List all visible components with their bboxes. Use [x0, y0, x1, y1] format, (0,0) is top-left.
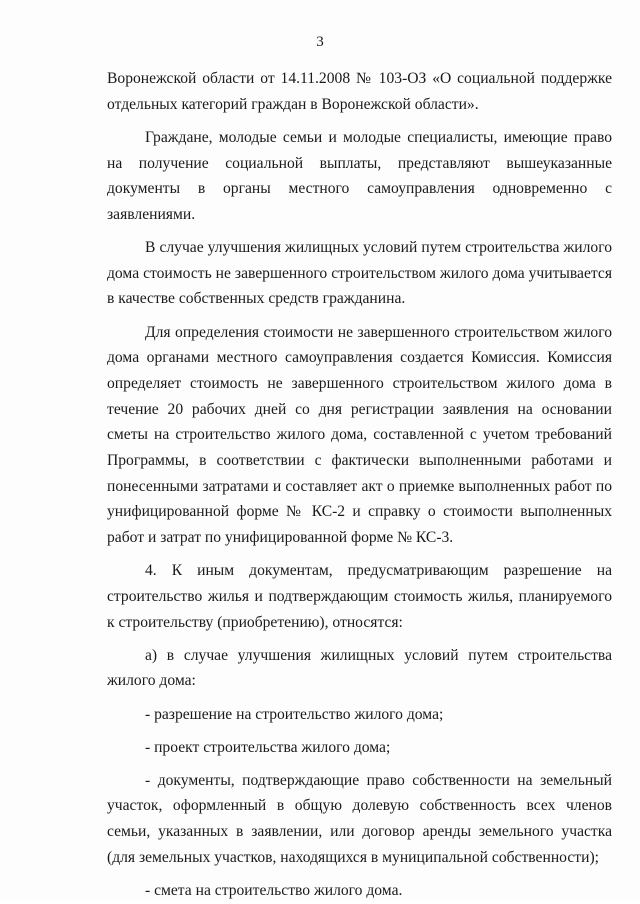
document-body [107, 66, 612, 904]
page-number: 3 [316, 34, 324, 50]
list-item: - проект строительства жилого дома; [145, 738, 391, 756]
paragraph: В случае улучшения жилищных условий путем строительства жилого дома стоимость не завершенного строительством жилого дома учитывается в качестве собственных средств гражданина. [107, 239, 612, 308]
list-item: - разрешение на строительство жилого дома; [145, 705, 444, 723]
paragraph-continuation: Воронежской области от 14.11.2008 № 103-ОЗ «О социальной поддержке отдельных категорий граждан в Воронежской области». [107, 70, 612, 113]
list-item: - смета на строительство жилого дома. [145, 881, 403, 899]
paragraph: Граждане, молодые семьи и молодые специалисты, имеющие право на получение социальной выплаты, представляют вышеуказанные документы в органы местного самоуправления одновременно с заявлениями. [107, 128, 612, 223]
numbered-clause: 4. К иным документам, предусматривающим разрешение на строительство жилья и подтверждающим стоимость жилья, планируемого к строительству (приобретению), относятся: [107, 562, 612, 631]
paragraph: Для определения стоимости не завершенного строительством жилого дома органами местного самоуправления создается Комиссия. Комиссия определяет стоимость не завершенного строительством жилого дома в течение 20 рабочих дней со дня регистрации заявления на основании сметы на строительство жилого дома, составленной с учетом требований Программы, в соответствии с фактически выполненными работами и понесенными затратами и составляет акт о приемке выполненных работ по унифицированной форме № КС-2 и справку о стоимости выполненных работ и затрат по унифицированной форме № КС-3. [107, 323, 612, 547]
sub-clause: а) в случае улучшения жилищных условий путем строительства жилого дома: [107, 646, 612, 690]
list-item: - документы, подтверждающие право собственности на земельный участок, оформленный в общую долевую собственность всех членов семьи, указанных в заявлении, или договор аренды земельного участка (для земельных участков, находящихся в муниципальной собственности); [107, 771, 612, 866]
